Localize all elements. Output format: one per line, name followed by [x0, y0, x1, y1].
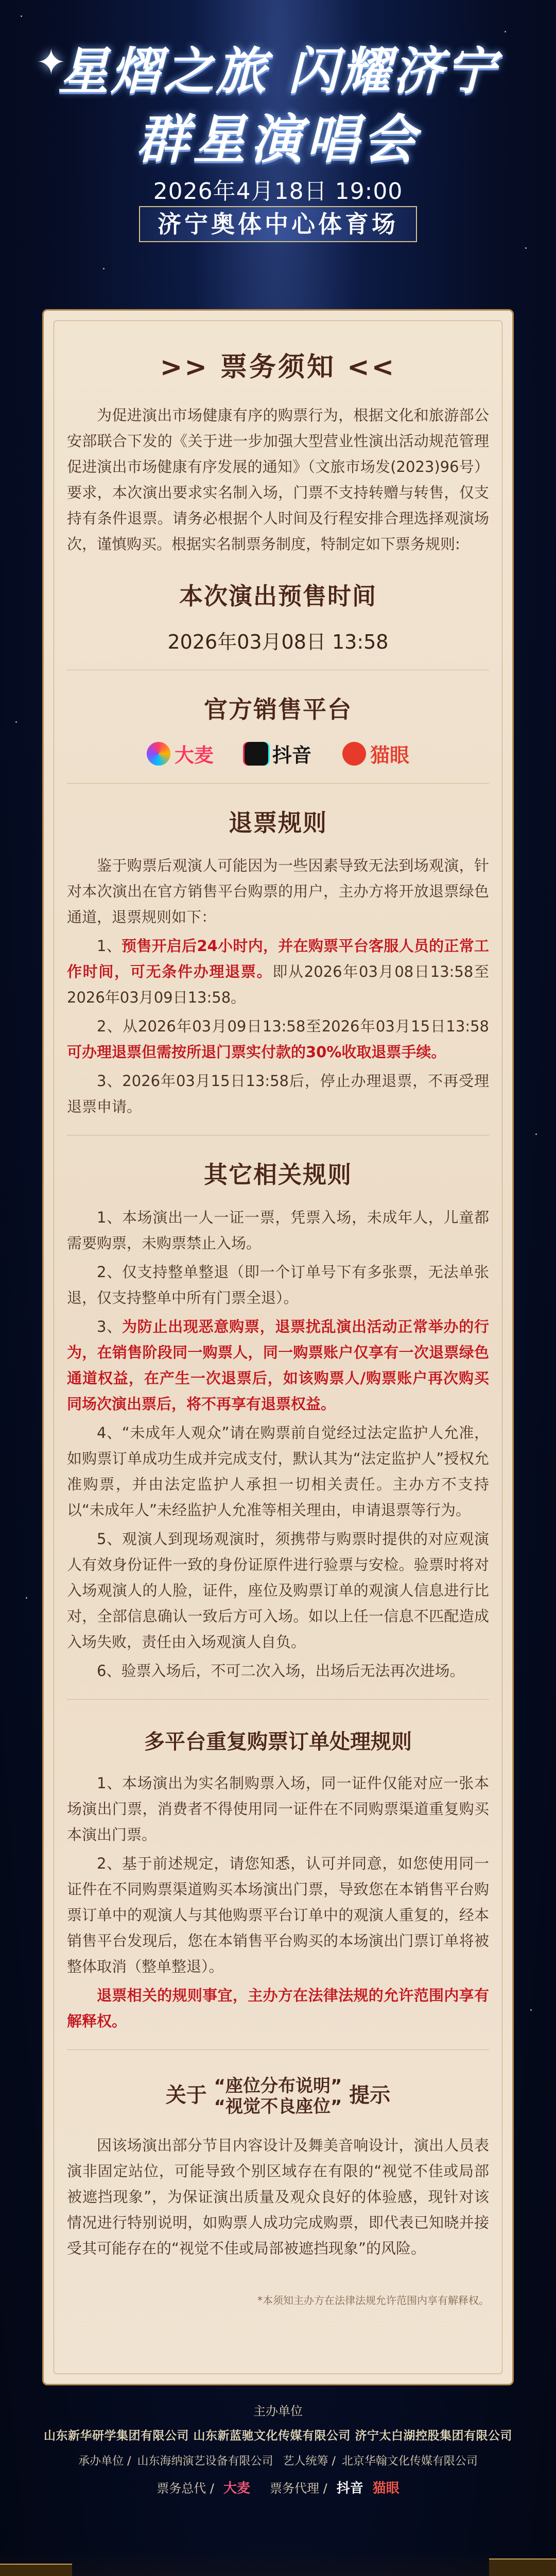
- other-rule-3: 3、为防止出现恶意购票，退票扰乱演出活动正常举办的行为，在销售阶段同一购票人，同一购票账户仅享有一次退票绿色通道权益，在产生一次退票后，如该购票人/购票账户再次购买同场次演出票后，将不再享有退票权益。: [67, 1318, 489, 1413]
- divider: [67, 1135, 489, 1136]
- platforms-heading: 官方销售平台: [204, 696, 352, 723]
- damai-logo: 大麦: [223, 2481, 250, 2496]
- sponsors-section: [0, 2401, 556, 2497]
- sponsors-title: 主办单位: [253, 2404, 303, 2418]
- other-rule-5: 5、观演人到现场观演时，须携带与购票时提供的对应观演人有效身份证件一致的身份证原件进行验票与安检。验票时将对入场观演人的人脸，证件，座位及购票订单的观演人信息进行比对，全部信息确认一致后方可入场。如以上任一信息不匹配造成入场失败，责任由入场观演人自负。: [67, 1530, 489, 1651]
- event-datetime: 2026年4月18日 19:00: [153, 178, 403, 205]
- platform-list: [67, 739, 489, 768]
- other-rules-heading: 其它相关规则: [204, 1161, 352, 1189]
- platform-maoyan[interactable]: 猫眼: [342, 739, 409, 768]
- divider: [67, 2049, 489, 2050]
- sponsors-ticketing-row: 票务总代 / 大麦 票务代理 / 抖音 猫眼: [0, 2478, 556, 2497]
- seat-heading: 关于 “座位分布说明” “视觉不良座位” 提示: [165, 2076, 391, 2117]
- star-icon: ✦: [36, 41, 66, 83]
- event-venue: 济宁奥体中心体育场: [139, 206, 417, 242]
- multi-rule-3: 退票相关的规则事宜，主办方在法律法规的允许范围内享有解释权。: [67, 1987, 489, 2030]
- sponsors-hosts: 山东新华研学集团有限公司 山东新蓝驰文化传媒有限公司 济宁太白湖控股集团有限公司: [43, 2429, 512, 2443]
- notice-heading: >> 票务须知 <<: [160, 352, 396, 383]
- refund-heading: 退票规则: [229, 809, 327, 837]
- other-rule-4: 4、“未成年人观众”请在购票前自觉经过法定监护人允准，如购票订单成功生成并完成支付，默认其为“法定监护人”授权允准购票，并由法定监护人承担一切相关责任。主办方不支持以“未成年人”未经监护人允准等相关理由，申请退票等行为。: [67, 1424, 489, 1519]
- multi-platform-heading: 多平台重复购票订单处理规则: [144, 1730, 412, 1754]
- notice-intro: 为促进演出市场健康有序的购票行为，根据文化和旅游部公安部联合下发的《关于进一步加强大型营业性演出活动规范管理促进演出市场健康有序发展的通知》（文旅市场发(2023)96号）要求，本次演出要求实名制入场，门票不支持转赠与转售，仅支持有条件退票。请务必根据个人时间及行程安排合理选择观演场次，谨慎购买。根据实名制票务制度，特制定如下票务规则:: [67, 406, 489, 553]
- divider: [67, 783, 489, 784]
- maoyan-logo-icon: [342, 742, 366, 766]
- multi-rule-1: 1、本场演出为实名制购票入场，同一证件仅能对应一张本场演出门票，消费者不得使用同一证件在不同购票渠道重复购买本演出门票。: [67, 1774, 489, 1843]
- event-title-line2: 群星演唱会: [136, 109, 420, 171]
- notice-content: [67, 335, 489, 2307]
- refund-rule-1: 1、预售开启后24小时内，并在购票平台客服人员的正常工作时间，可无条件办理退票。即从2026年03月08日13:58至2026年03月09日13:58。: [67, 937, 490, 1006]
- other-rule-2: 2、仅支持整单整退（即一个订单号下有多张票，无法单张退，仅支持整单中所有门票全退）。: [67, 1263, 489, 1307]
- presale-time: 2026年03月08日 13:58: [167, 631, 389, 653]
- damai-logo-icon: [147, 742, 170, 766]
- footnote: *本须知主办方在法律法规允许范围内享有解释权。: [257, 2294, 489, 2307]
- sponsors-organizer-row: 承办单位 / 山东海纳演艺设备有限公司 艺人统筹 / 北京华翰文化传媒有限公司: [78, 2455, 478, 2468]
- multi-rule-2: 2、基于前述规定，请您知悉，认可并同意，如您使用同一证件在不同购票渠道购买本场演出门票，导致您在本销售平台购票订单中的观演人与其他购票平台订单中的观演人重复的，经本销售平台发现后，您在本销售平台购买的本场演出门票订单将被整体取消（整单整退）。: [67, 1855, 489, 1975]
- platform-douyin[interactable]: 抖音: [245, 739, 311, 768]
- hero-banner: [0, 0, 556, 309]
- other-rule-6: 6、验票入场后，不可二次入场，出场后无法再次进场。: [97, 1662, 465, 1680]
- douyin-logo: 抖音: [336, 2481, 363, 2496]
- other-rule-1: 1、本场演出一人一证一票，凭票入场，未成年人，儿童都需要购票，未购票禁止入场。: [67, 1209, 489, 1252]
- maoyan-logo: 猫眼: [372, 2481, 399, 2496]
- refund-rule-2: 2、从2026年03月09日13:58至2026年03月15日13:58可办理退票但需按所退门票实付款的30%收取退票手续。: [67, 1018, 489, 1061]
- platform-damai[interactable]: 大麦: [147, 739, 214, 768]
- divider: [67, 1699, 489, 1700]
- refund-rule-3: 3、2026年03月15日13:58后，停止办理退票，不再受理退票申请。: [67, 1072, 489, 1115]
- presale-heading: 本次演出预售时间: [179, 582, 377, 610]
- skyline-decoration: [0, 2550, 556, 2576]
- seat-notice-text: 因该场演出部分节目内容设计及舞美音响设计，演出人员表演非固定站位，可能导致个别区域存在有限的“视觉不佳或局部被遮挡现象”，为保证演出质量及观众良好的体验感，现针对该情况进行特别说明，如购票人成功完成购票，即代表已知晓并接受其可能存在的“视觉不佳或局部被遮挡现象”的风险。: [67, 2137, 489, 2257]
- douyin-logo-icon: [245, 742, 268, 766]
- event-title-line1: 星熠之旅 闪耀济宁: [58, 42, 498, 101]
- refund-intro: 鉴于购票后观演人可能因为一些因素导致无法到场观演，针对本次演出在官方销售平台购票的用户，主办方将开放退票绿色通道，退票规则如下：: [67, 857, 489, 926]
